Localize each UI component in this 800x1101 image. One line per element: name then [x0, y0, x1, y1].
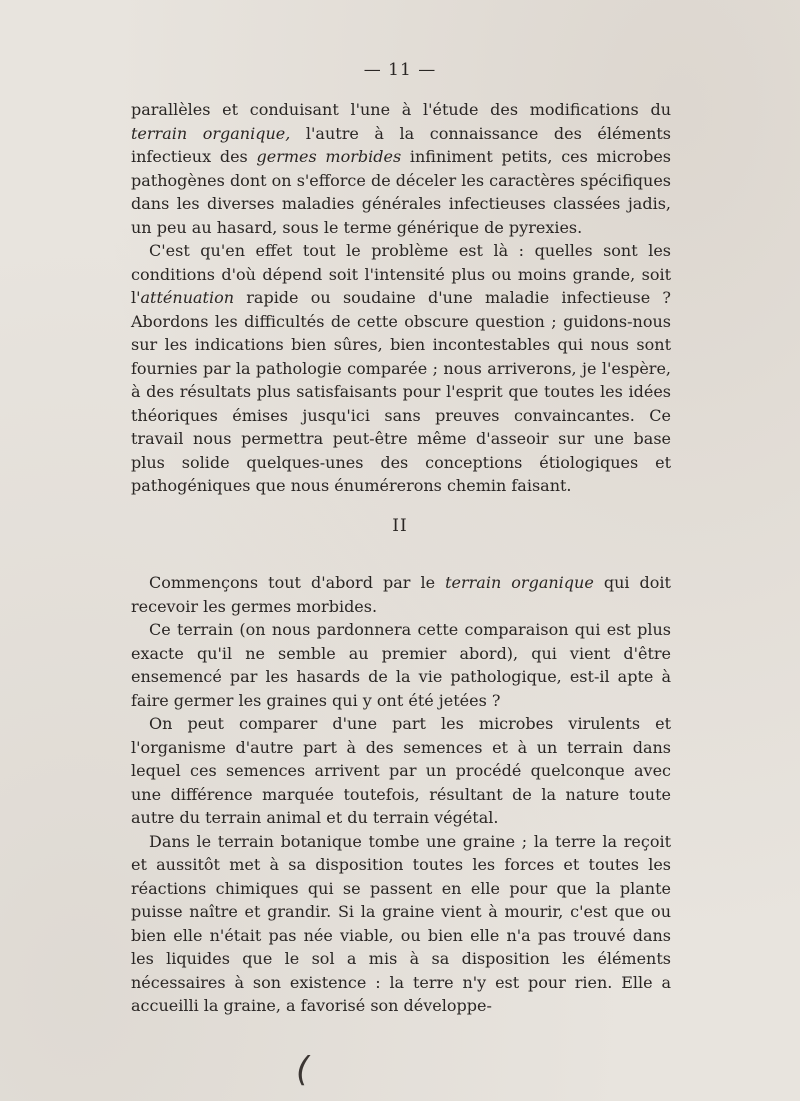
paragraph: [131, 712, 671, 830]
paragraph: [131, 830, 671, 1018]
paragraph-text: qui doit recevoir les germes morbides.: [131, 573, 671, 616]
paragraph-text: parallèles et conduisant l'une à l'étude des modifications du: [131, 100, 671, 119]
paragraph: [131, 618, 671, 712]
italic-text: terrain organique: [445, 573, 594, 592]
text-block-part1: [131, 98, 671, 498]
italic-text: terrain organique,: [131, 123, 291, 143]
italic-text: germes morbides: [256, 147, 402, 166]
paragraph-text: Commençons tout d'abord par le: [149, 573, 446, 592]
paragraph-text: Dans le terrain botanique tombe une graine ; la terre la reçoit et aussitôt met à sa disposition toutes les forces et toutes les réactions chimiques qui se passent en elle pour que la plante puisse naître et grandir. Si la graine vient à mourir, c'est que ou bien elle n'était pas née viable, ou bien elle n'a pas trouvé dans les liquides que le sol a mis à sa disposition les éléments nécessaires à son existence : la terre n'y est pour rien. Elle a accueilli la graine, a favorisé son développe-: [131, 831, 671, 1015]
paragraph: [131, 571, 671, 618]
paragraph: [131, 239, 671, 498]
paragraph-text: rapide ou soudaine d'une maladie infectieuse ? Abordons les difficultés de cette obscure question ; guidons-nous sur les indications bien sûres, bien incontestables qui nous sont fournies par la pathologie comparée ; nous arriverons, je l'espère, à des résultats plus satisfaisants pour l'esprit que toutes les idées théoriques émises jusqu'ici sans preuves convaincantes. Ce travail nous permettra peut-être même d'asseoir sur une base plus solide quelques-unes des conceptions étiologiques et pathogéniques que nous énumérerons chemin faisant.: [131, 288, 671, 495]
paragraph-text: l'autre à la connaissance des éléments infectieux des: [131, 123, 672, 166]
pencil-mark: (: [296, 1050, 310, 1090]
paragraph-text: C'est qu'en effet tout le problème est là : quelles sont les conditions d'où dépend soit l'intensité plus ou moins grande, soit l': [131, 241, 671, 307]
page-number: — 11 —: [363, 60, 437, 80]
paragraph-text: infiniment petits, ces microbes pathogènes dont on s'efforce de déceler les caractères spécifiques dans les diverses maladies générales infectieuses classées jadis, un peu au hasard, sous le terme générique de pyrexies.: [131, 147, 672, 237]
paragraph-text: On peut comparer d'une part les microbes virulents et l'organisme d'autre part à des semences et à un terrain dans lequel ces semences arrivent par un procédé quelconque avec une différence marquée toutefois, résultant de la nature toute autre du terrain animal et du terrain végétal.: [131, 714, 671, 827]
section-heading: II: [392, 516, 408, 536]
text-block-part2: [131, 571, 671, 1018]
paragraph: [131, 98, 671, 239]
italic-text: atténuation: [140, 288, 235, 307]
paragraph-text: Ce terrain (on nous pardonnera cette comparaison qui est plus exacte qu'il ne semble au premier abord), qui vient d'être ensemencé par les hasards de la vie pathologique, est-il apte à faire germer les graines qui y ont été jetées ?: [131, 620, 671, 710]
